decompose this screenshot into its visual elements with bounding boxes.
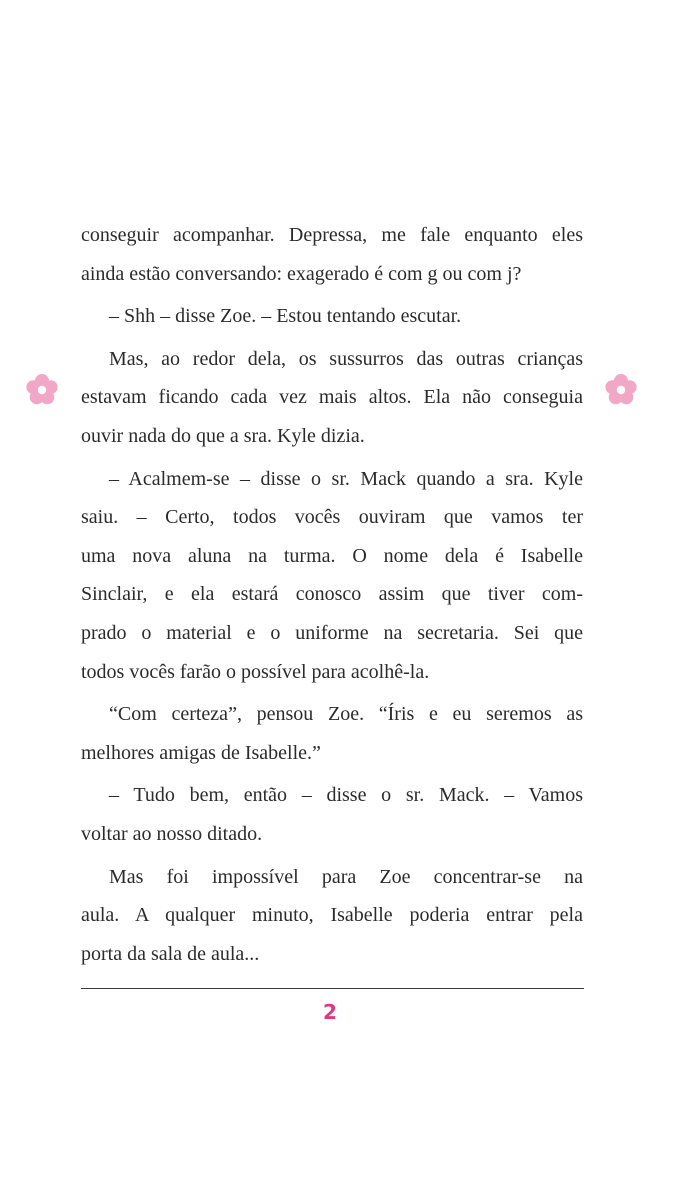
- text-line: Sinclair, e ela estará conosco assim que tiver com-: [81, 583, 583, 606]
- page-number: 2: [323, 1000, 337, 1024]
- text-line: aula. A qualquer minuto, Isabelle poderia entrar pela: [81, 904, 583, 927]
- text-line: “Com certeza”, pensou Zoe. “Íris e eu seremos as: [109, 703, 583, 726]
- text-line: todos vocês farão o possível para acolhê-la.: [81, 660, 430, 683]
- text-line: ouvir nada do que a sra. Kyle dizia.: [81, 424, 365, 447]
- text-line: porta da sala de aula...: [81, 942, 260, 965]
- text-line: ainda estão conversando: exagerado é com g ou com j?: [81, 262, 522, 285]
- text-line: voltar ao nosso ditado.: [81, 822, 263, 845]
- text-line: estavam ficando cada vez mais altos. Ela não conseguia: [81, 386, 583, 409]
- text-line: – Tudo bem, então – disse o sr. Mack. – Vamos: [109, 784, 583, 807]
- body-text: [81, 216, 583, 973]
- flower-icon: [603, 372, 639, 408]
- footer-divider: [81, 988, 584, 989]
- text-line: melhores amigas de Isabelle.”: [81, 741, 321, 764]
- text-line: conseguir acompanhar. Depressa, me fale enquanto eles: [81, 224, 583, 246]
- text-line: – Shh – disse Zoe. – Estou tentando escutar.: [109, 305, 462, 328]
- text-line: uma nova aluna na turma. O nome dela é Isabelle: [81, 544, 583, 567]
- text-line: Mas, ao redor dela, os sussurros das outras crianças: [109, 347, 583, 370]
- text-line: prado o material e o uniforme na secretaria. Sei que: [81, 621, 583, 644]
- text-line: – Acalmem-se – disse o sr. Mack quando a sra. Kyle: [109, 467, 583, 490]
- text-line: Mas foi impossível para Zoe concentrar-se na: [109, 865, 583, 888]
- text-line: saiu. – Certo, todos vocês ouviram que vamos ter: [81, 506, 583, 529]
- flower-icon: [24, 372, 60, 408]
